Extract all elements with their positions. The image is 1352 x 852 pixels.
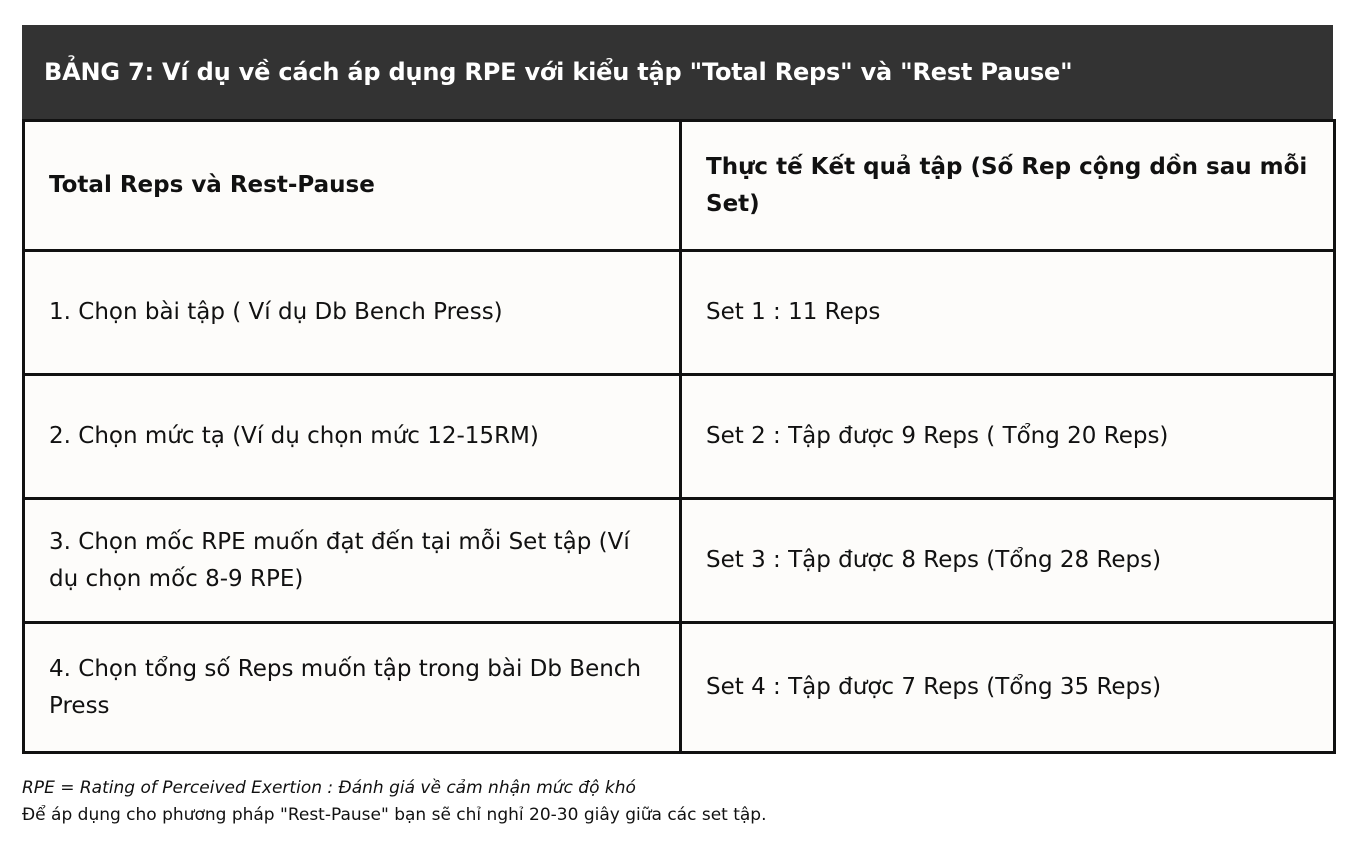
result-cell: Set 4 : Tập được 7 Reps (Tổng 35 Reps) — [681, 623, 1335, 753]
table-row — [24, 623, 1335, 753]
result-cell: Set 3 : Tập được 8 Reps (Tổng 28 Reps) — [681, 499, 1335, 623]
step-cell: 1. Chọn bài tập ( Ví dụ Db Bench Press) — [24, 251, 681, 375]
column-header-results: Thực tế Kết quả tập (Số Rep cộng dồn sau mỗi Set) — [681, 121, 1335, 251]
step-cell: 2. Chọn mức tạ (Ví dụ chọn mức 12-15RM) — [24, 375, 681, 499]
result-cell: Set 2 : Tập được 9 Reps ( Tổng 20 Reps) — [681, 375, 1335, 499]
table-header-row — [24, 121, 1335, 251]
column-header-steps: Total Reps và Rest-Pause — [24, 121, 681, 251]
rpe-definition-note: RPE = Rating of Perceived Exertion : Đánh giá về cảm nhận mức độ khó — [22, 778, 636, 798]
table-row — [24, 375, 1335, 499]
footnotes — [22, 775, 767, 829]
table-title: BẢNG 7: Ví dụ về cách áp dụng RPE với kiểu tập "Total Reps" và "Rest Pause" — [22, 25, 1333, 119]
rpe-table-container — [22, 25, 1333, 754]
rest-pause-instruction-note: Để áp dụng cho phương pháp "Rest-Pause" bạn sẽ chỉ nghỉ 20-30 giây giữa các set tập. — [22, 805, 767, 825]
step-cell: 4. Chọn tổng số Reps muốn tập trong bài Db Bench Press — [24, 623, 681, 753]
table-row — [24, 499, 1335, 623]
step-cell: 3. Chọn mốc RPE muốn đạt đến tại mỗi Set tập (Ví dụ chọn mốc 8-9 RPE) — [24, 499, 681, 623]
result-cell: Set 1 : 11 Reps — [681, 251, 1335, 375]
rpe-table — [22, 119, 1336, 754]
table-row — [24, 251, 1335, 375]
